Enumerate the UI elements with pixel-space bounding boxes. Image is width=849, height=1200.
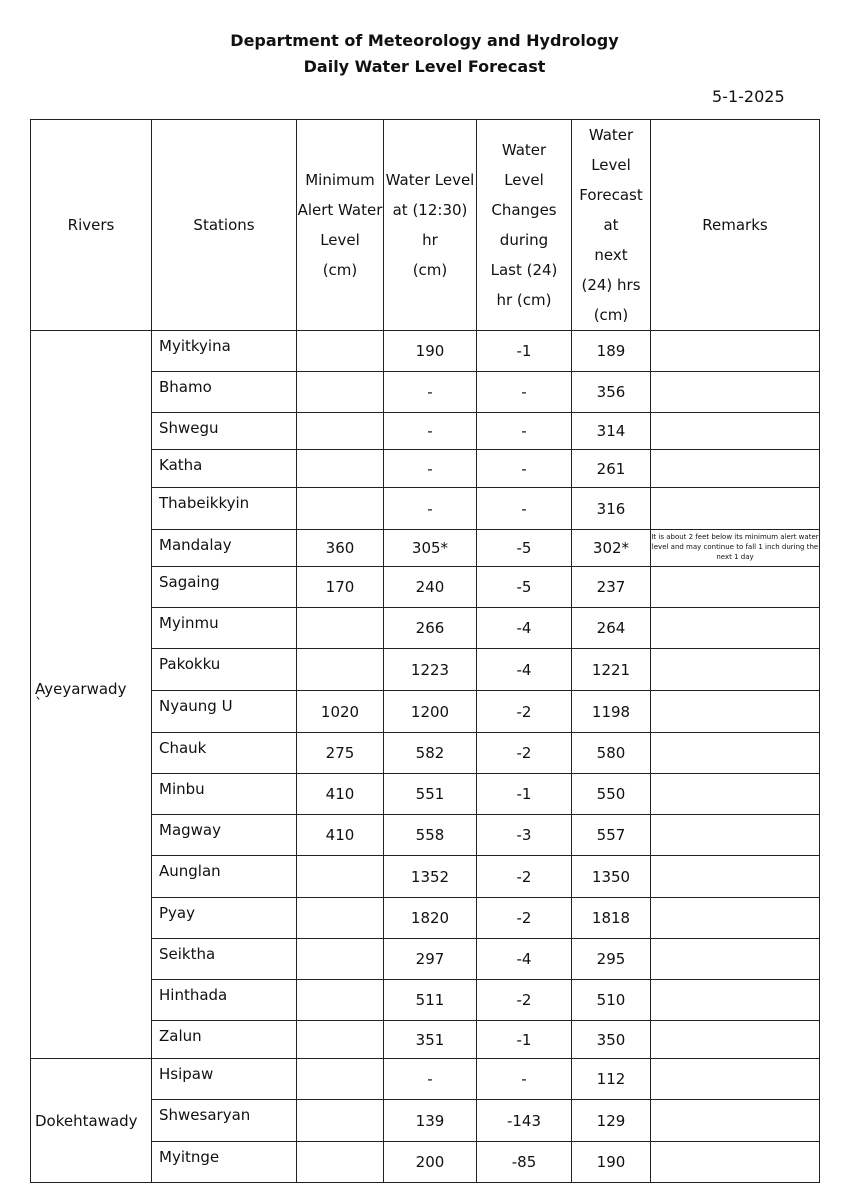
station-cell: Shwesaryan	[152, 1100, 297, 1142]
forecast-cell: 129	[572, 1100, 651, 1142]
remarks-cell	[651, 608, 820, 649]
change-cell: -5	[477, 567, 572, 608]
min-alert-cell	[297, 450, 384, 488]
station-cell: Myitnge	[152, 1142, 297, 1183]
water-level-cell: 1820	[384, 898, 477, 939]
water-level-cell: 1223	[384, 649, 477, 691]
water-level-cell: 511	[384, 980, 477, 1021]
water-level-cell: 305*	[384, 530, 477, 567]
water-level-cell: 1200	[384, 691, 477, 733]
station-cell: Minbu	[152, 774, 297, 815]
water-level-cell: 266	[384, 608, 477, 649]
min-alert-cell: 410	[297, 774, 384, 815]
col-header-water-level: Water Level at (12:30) hr (cm)	[384, 120, 477, 331]
remarks-cell	[651, 691, 820, 733]
change-cell: -2	[477, 898, 572, 939]
forecast-cell: 302*	[572, 530, 651, 567]
col-header-stations: Stations	[152, 120, 297, 331]
forecast-cell: 1221	[572, 649, 651, 691]
col-header-remarks: Remarks	[651, 120, 820, 331]
change-cell: -2	[477, 980, 572, 1021]
remarks-cell	[651, 774, 820, 815]
table-row	[31, 1059, 820, 1100]
change-cell: -3	[477, 815, 572, 856]
header-row	[31, 120, 820, 331]
min-alert-cell	[297, 372, 384, 413]
river-mark: `	[35, 694, 43, 713]
min-alert-cell	[297, 1021, 384, 1059]
forecast-cell: 264	[572, 608, 651, 649]
station-cell: Shwegu	[152, 413, 297, 450]
min-alert-cell	[297, 1100, 384, 1142]
station-cell: Myinmu	[152, 608, 297, 649]
remarks-cell	[651, 939, 820, 980]
station-cell: Aunglan	[152, 856, 297, 898]
water-level-cell: -	[384, 372, 477, 413]
min-alert-cell: 275	[297, 733, 384, 774]
min-alert-cell	[297, 1142, 384, 1183]
remarks-cell	[651, 898, 820, 939]
station-cell: Sagaing	[152, 567, 297, 608]
water-level-cell: -	[384, 413, 477, 450]
min-alert-cell	[297, 649, 384, 691]
river-name: Dokehtawady	[35, 1111, 138, 1130]
water-level-cell: -	[384, 450, 477, 488]
change-cell: -4	[477, 939, 572, 980]
min-alert-cell	[297, 1059, 384, 1100]
forecast-cell: 1198	[572, 691, 651, 733]
col-header-changes: Water Level Changes during Last (24) hr (cm)	[477, 120, 572, 331]
change-cell: -1	[477, 774, 572, 815]
change-cell: -	[477, 1059, 572, 1100]
forecast-cell: 237	[572, 567, 651, 608]
forecast-cell: 1350	[572, 856, 651, 898]
water-level-cell: -	[384, 1059, 477, 1100]
station-cell: Pakokku	[152, 649, 297, 691]
change-cell: -4	[477, 649, 572, 691]
remarks-cell	[651, 488, 820, 530]
station-cell: Zalun	[152, 1021, 297, 1059]
remarks-cell	[651, 856, 820, 898]
change-cell: -	[477, 413, 572, 450]
col-header-min-alert: Minimum Alert Water Level (cm)	[297, 120, 384, 331]
forecast-cell: 189	[572, 331, 651, 372]
station-cell: Nyaung U	[152, 691, 297, 733]
forecast-cell: 190	[572, 1142, 651, 1183]
change-cell: -2	[477, 733, 572, 774]
change-cell: -4	[477, 608, 572, 649]
forecast-cell: 316	[572, 488, 651, 530]
remarks-cell	[651, 413, 820, 450]
remarks-cell	[651, 331, 820, 372]
change-cell: -	[477, 488, 572, 530]
forecast-cell: 557	[572, 815, 651, 856]
water-level-cell: 551	[384, 774, 477, 815]
min-alert-cell: 1020	[297, 691, 384, 733]
remarks-cell	[651, 1142, 820, 1183]
table-row	[31, 331, 820, 372]
water-level-cell: 190	[384, 331, 477, 372]
report-date: 5-1-2025	[712, 87, 785, 106]
col-header-rivers: Rivers	[31, 120, 152, 331]
river-cell	[31, 1059, 152, 1183]
min-alert-cell: 170	[297, 567, 384, 608]
change-cell: -1	[477, 1021, 572, 1059]
station-cell: Pyay	[152, 898, 297, 939]
station-cell: Katha	[152, 450, 297, 488]
remarks-cell	[651, 649, 820, 691]
forecast-cell: 261	[572, 450, 651, 488]
forecast-cell: 112	[572, 1059, 651, 1100]
water-level-cell: 139	[384, 1100, 477, 1142]
forecast-cell: 350	[572, 1021, 651, 1059]
water-level-cell: 582	[384, 733, 477, 774]
change-cell: -1	[477, 331, 572, 372]
document-title: Department of Meteorology and Hydrology	[230, 31, 619, 50]
forecast-cell: 356	[572, 372, 651, 413]
min-alert-cell	[297, 331, 384, 372]
station-cell: Chauk	[152, 733, 297, 774]
remarks-cell	[651, 1100, 820, 1142]
forecast-cell: 1818	[572, 898, 651, 939]
change-cell: -85	[477, 1142, 572, 1183]
water-level-cell: 200	[384, 1142, 477, 1183]
remarks-cell	[651, 980, 820, 1021]
min-alert-cell	[297, 898, 384, 939]
water-level-cell: 1352	[384, 856, 477, 898]
river-name: Ayeyarwady	[35, 679, 127, 698]
forecast-cell: 550	[572, 774, 651, 815]
min-alert-cell	[297, 980, 384, 1021]
min-alert-cell	[297, 608, 384, 649]
min-alert-cell: 360	[297, 530, 384, 567]
remarks-cell	[651, 815, 820, 856]
remarks-cell: It is about 2 feet below its minimum alert water level and may continue to fall 1 inch during the next 1 day	[651, 530, 820, 567]
change-cell: -2	[477, 691, 572, 733]
min-alert-cell	[297, 939, 384, 980]
min-alert-cell	[297, 856, 384, 898]
station-cell: Hsipaw	[152, 1059, 297, 1100]
change-cell: -	[477, 372, 572, 413]
station-cell: Myitkyina	[152, 331, 297, 372]
remarks-cell	[651, 567, 820, 608]
document-subtitle: Daily Water Level Forecast	[303, 57, 546, 76]
change-cell: -	[477, 450, 572, 488]
min-alert-cell	[297, 488, 384, 530]
station-cell: Hinthada	[152, 980, 297, 1021]
station-cell: Seiktha	[152, 939, 297, 980]
water-level-cell: 297	[384, 939, 477, 980]
forecast-cell: 510	[572, 980, 651, 1021]
forecast-cell: 580	[572, 733, 651, 774]
change-cell: -5	[477, 530, 572, 567]
water-level-cell: -	[384, 488, 477, 530]
water-level-cell: 558	[384, 815, 477, 856]
change-cell: -143	[477, 1100, 572, 1142]
station-cell: Bhamo	[152, 372, 297, 413]
water-level-cell: 351	[384, 1021, 477, 1059]
min-alert-cell	[297, 413, 384, 450]
forecast-cell: 314	[572, 413, 651, 450]
min-alert-cell: 410	[297, 815, 384, 856]
forecast-cell: 295	[572, 939, 651, 980]
remarks-cell	[651, 1021, 820, 1059]
remarks-cell	[651, 450, 820, 488]
remarks-cell	[651, 733, 820, 774]
water-level-table	[30, 119, 820, 1183]
water-level-cell: 240	[384, 567, 477, 608]
col-header-forecast: Water Level Forecast at next (24) hrs (cm)	[572, 120, 651, 331]
station-cell: Thabeikkyin	[152, 488, 297, 530]
remarks-cell	[651, 372, 820, 413]
station-cell: Mandalay	[152, 530, 297, 567]
change-cell: -2	[477, 856, 572, 898]
river-cell	[31, 331, 152, 1059]
station-cell: Magway	[152, 815, 297, 856]
remarks-cell	[651, 1059, 820, 1100]
